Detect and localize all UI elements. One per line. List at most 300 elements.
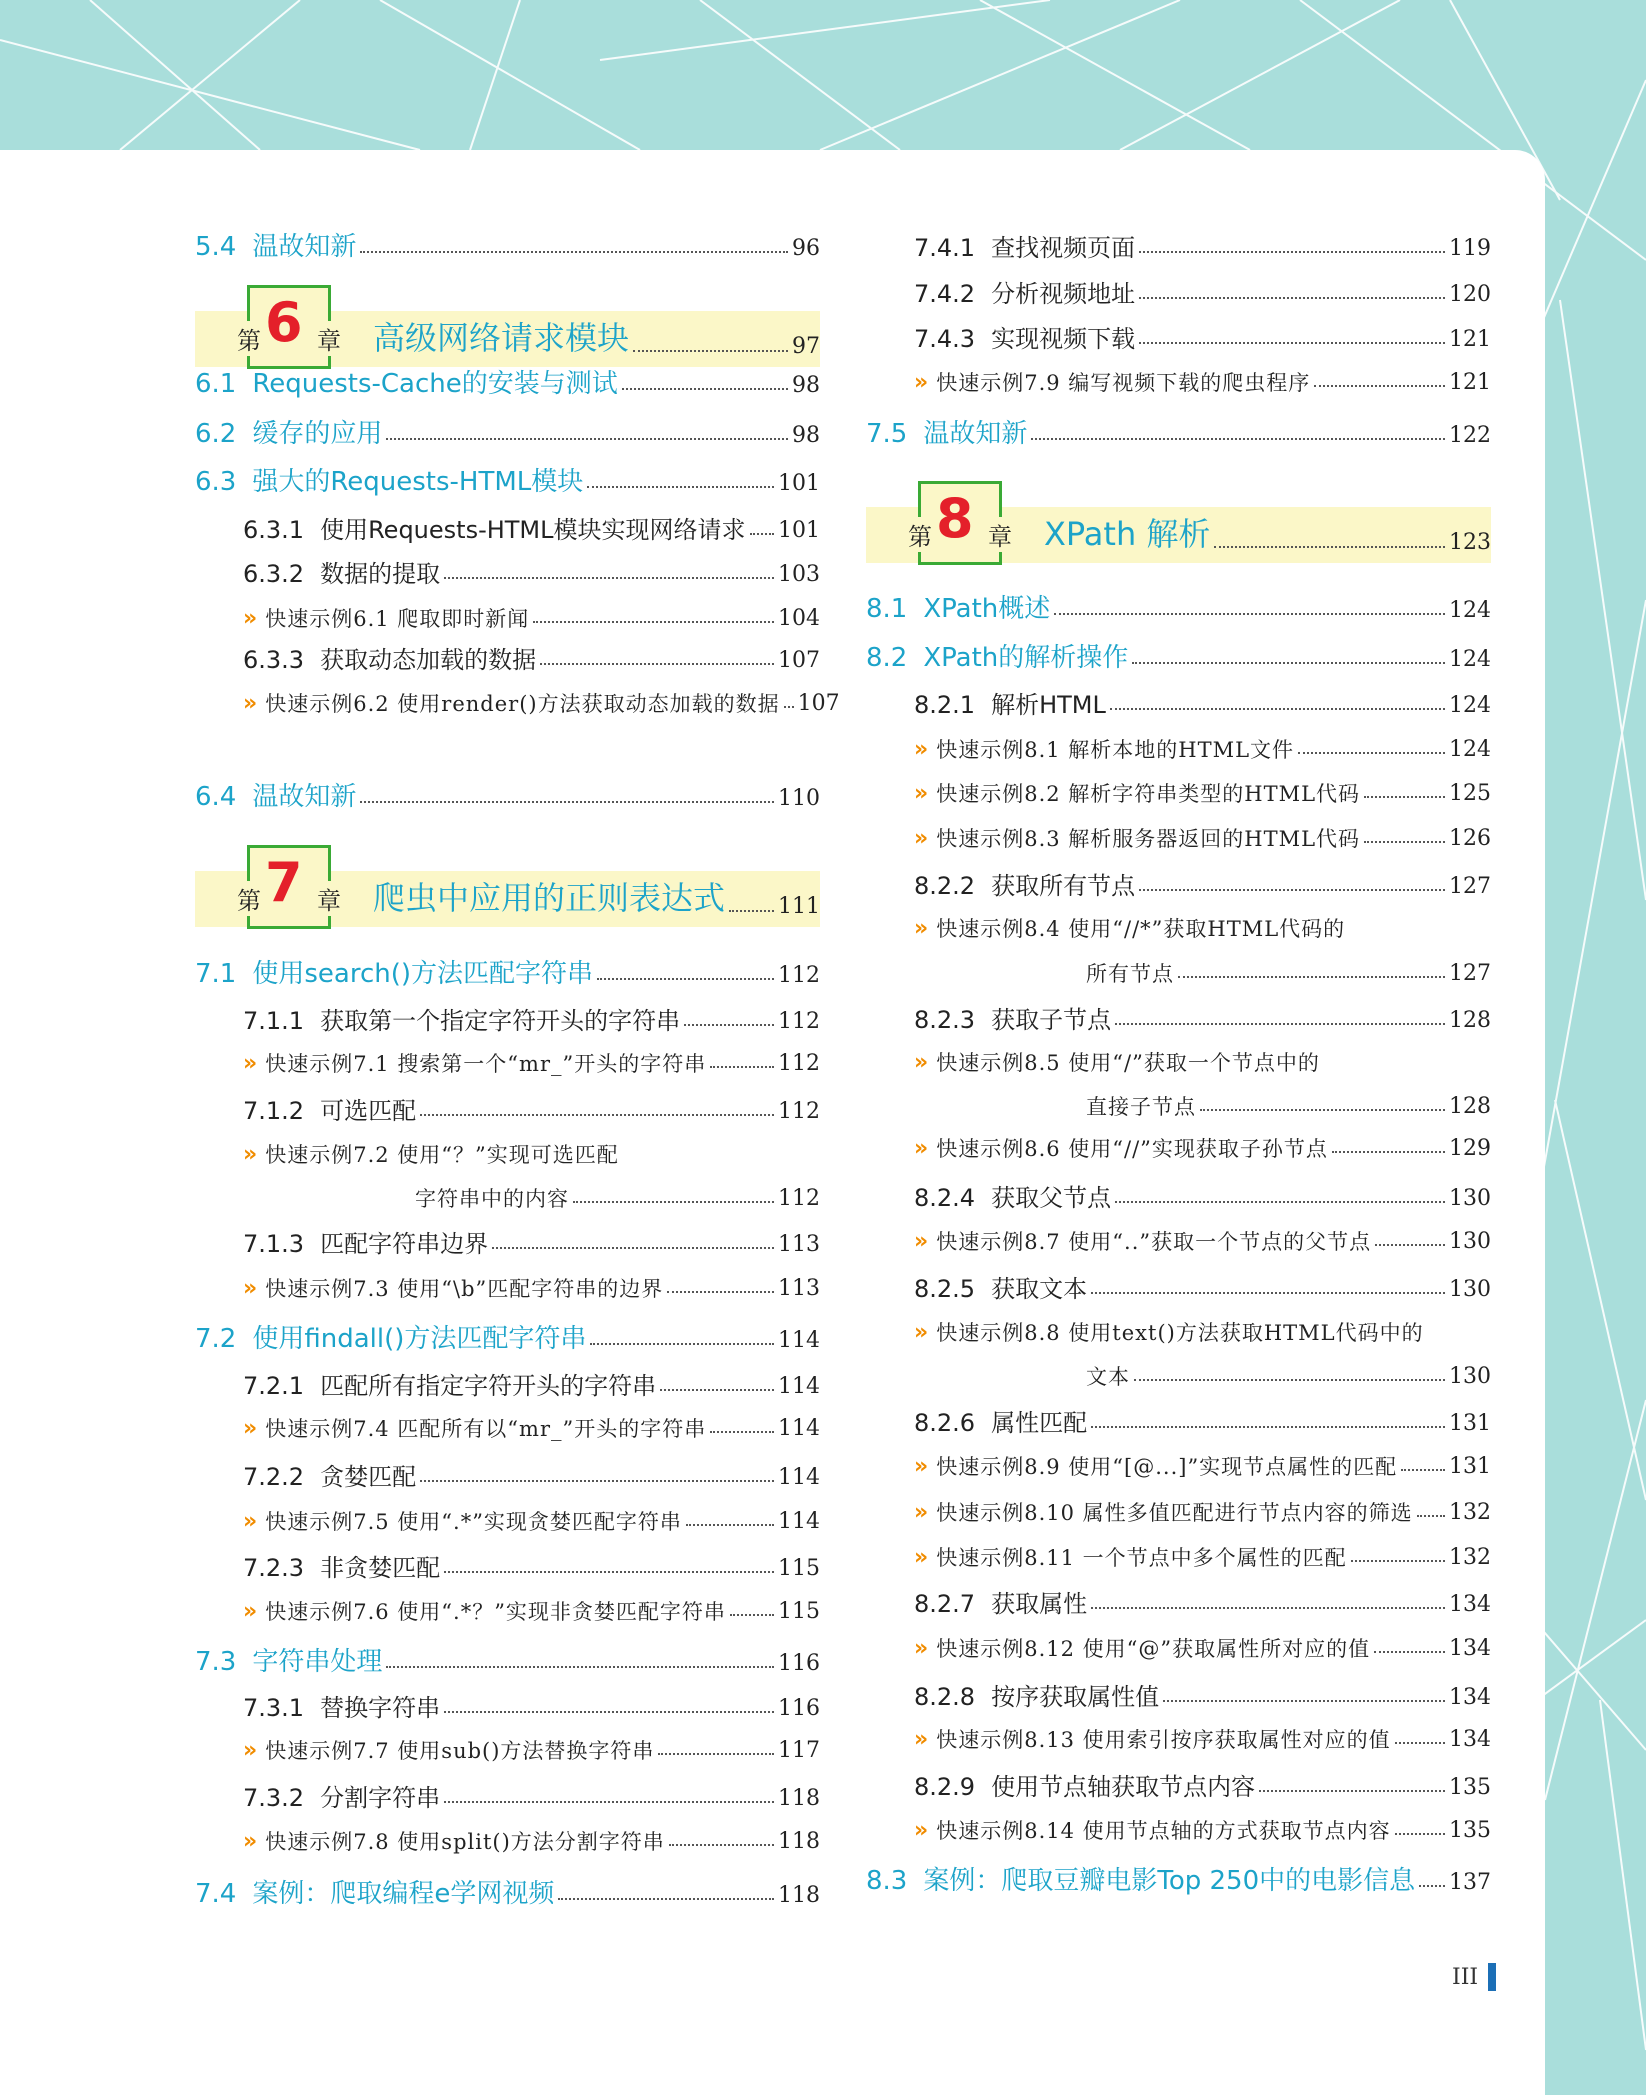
dot-leader	[1091, 1607, 1445, 1609]
toc-subsection[interactable]	[914, 311, 1491, 351]
toc-title: 查找视频页面	[991, 234, 1136, 262]
page-ref: 113	[778, 1232, 820, 1257]
toc-number: 7.4	[195, 1879, 237, 1909]
example-arrow-icon: »	[914, 1818, 929, 1843]
page-ref: 107	[778, 648, 820, 673]
page-ref: 112	[778, 1009, 820, 1034]
toc-example[interactable]	[914, 1620, 1491, 1660]
page-ref: 130	[1449, 1186, 1491, 1211]
toc-example-continued[interactable]	[1086, 1078, 1491, 1118]
toc-title: 快速示例8.7 使用“..”获取一个节点的父节点	[936, 1230, 1372, 1254]
dot-leader	[540, 663, 774, 665]
toc-section[interactable]	[866, 582, 1491, 622]
dot-leader	[1139, 251, 1445, 253]
toc-title: 快速示例7.1 搜索第一个“mr_”开头的字符串	[265, 1052, 707, 1076]
toc-example[interactable]	[914, 1802, 1491, 1842]
dot-leader	[730, 1614, 774, 1616]
dot-leader	[1139, 297, 1445, 299]
dot-leader	[1163, 1700, 1445, 1702]
toc-title: 快速示例7.9 编写视频下载的爬虫程序	[936, 371, 1311, 395]
toc-section[interactable]	[195, 407, 820, 447]
toc-title: 分割字符串	[320, 1784, 441, 1812]
dot-leader	[1115, 1201, 1445, 1203]
page-ref: 124	[1449, 647, 1491, 672]
page-ref: 104	[778, 606, 820, 631]
toc-example[interactable]	[914, 1438, 1491, 1478]
chapter-suffix: 章	[986, 517, 1014, 552]
toc-number: 7.1	[195, 959, 237, 989]
dot-leader	[1178, 976, 1445, 978]
toc-section[interactable]	[195, 1867, 820, 1907]
toc-title: 获取所有节点	[991, 872, 1136, 900]
toc-example[interactable]	[243, 1583, 820, 1623]
toc-example[interactable]	[914, 1484, 1491, 1524]
toc-example[interactable]	[243, 1813, 820, 1853]
toc-example[interactable]	[914, 1529, 1491, 1569]
toc-example[interactable]	[914, 810, 1491, 850]
dot-leader	[1259, 1790, 1445, 1792]
toc-title: 获取文本	[991, 1275, 1088, 1303]
toc-example[interactable]	[243, 1722, 820, 1762]
page-ref: 101	[778, 518, 820, 543]
page-ref: 117	[778, 1738, 820, 1763]
toc-title: 使用search()方法匹配字符串	[252, 959, 594, 989]
toc-example[interactable]	[243, 1035, 820, 1075]
page-ref: 131	[1449, 1411, 1491, 1436]
toc-title: 获取第一个指定字符开头的字符串	[320, 1007, 681, 1035]
toc-title: XPath概述	[923, 594, 1051, 624]
toc-number: 7.3.2	[243, 1784, 305, 1812]
page-ref: 134	[1449, 1727, 1491, 1752]
chapter-title-row	[373, 873, 820, 919]
toc-title: 缓存的应用	[252, 419, 383, 449]
dot-leader	[533, 621, 774, 623]
toc-title: 强大的Requests-HTML模块	[252, 467, 584, 497]
toc-title: 使用findall()方法匹配字符串	[252, 1324, 587, 1354]
toc-title: 快速示例8.11 一个节点中多个属性的匹配	[936, 1546, 1347, 1570]
page-ref: 135	[1449, 1818, 1491, 1843]
toc-number: 7.1.3	[243, 1230, 305, 1258]
page-ref: 121	[1449, 327, 1491, 352]
example-arrow-icon: »	[243, 1276, 258, 1301]
page-ref: 120	[1449, 282, 1491, 307]
dot-leader	[1110, 708, 1445, 710]
example-arrow-icon: »	[914, 1136, 929, 1161]
toc-title: 快速示例7.3 使用“\b”匹配字符串的边界	[265, 1277, 664, 1301]
toc-section[interactable]	[866, 1854, 1491, 1894]
toc-example[interactable]	[243, 1126, 820, 1166]
toc-number: 8.2.7	[914, 1590, 976, 1618]
example-arrow-icon: »	[914, 1229, 929, 1254]
toc-title: 替换字符串	[320, 1694, 441, 1722]
chapter-number: 7	[265, 851, 303, 914]
page-ref: 114	[778, 1416, 820, 1441]
page-ref: 116	[778, 1651, 820, 1676]
dot-leader	[686, 1524, 774, 1526]
toc-title: 实现视频下载	[991, 325, 1136, 353]
dot-leader	[573, 1201, 774, 1203]
toc-example[interactable]	[914, 765, 1491, 805]
dot-leader	[710, 1066, 774, 1068]
page-ref: 110	[778, 786, 820, 811]
toc-example[interactable]	[914, 354, 1491, 394]
dot-leader	[669, 1844, 774, 1846]
toc-example-continued[interactable]	[415, 1170, 820, 1210]
toc-subsection[interactable]	[914, 677, 1491, 717]
dot-leader	[444, 1711, 774, 1713]
dot-leader	[587, 486, 774, 488]
toc-number: 6.3.2	[243, 560, 305, 588]
toc-number: 6.3.1	[243, 516, 305, 544]
toc-number: 8.2.1	[914, 691, 976, 719]
toc-title: 快速示例8.3 解析服务器返回的HTML代码	[936, 827, 1361, 851]
dot-leader	[1200, 1109, 1445, 1111]
toc-subsection[interactable]	[243, 1083, 820, 1123]
toc-title: 快速示例6.1 爬取即时新闻	[265, 607, 530, 631]
toc-title: 解析HTML	[991, 691, 1106, 719]
toc-title: 快速示例8.8 使用text()方法获取HTML代码中的	[936, 1321, 1424, 1345]
page-ref: 119	[1449, 236, 1491, 261]
toc-subsection[interactable]	[243, 1770, 820, 1810]
dot-leader	[622, 388, 788, 390]
toc-section[interactable]	[866, 407, 1491, 447]
toc-subsection[interactable]	[243, 502, 820, 542]
dot-leader	[1395, 1742, 1445, 1744]
toc-example[interactable]	[914, 1034, 1491, 1074]
chapter-suffix: 章	[315, 881, 343, 916]
toc-number: 7.4.1	[914, 234, 976, 262]
toc-title: 属性匹配	[991, 1409, 1088, 1437]
chapter-header[interactable]	[195, 851, 820, 927]
toc-subsection[interactable]	[914, 1170, 1491, 1210]
dot-leader	[1364, 796, 1445, 798]
page-ref: 122	[1449, 423, 1491, 448]
example-arrow-icon: »	[914, 1545, 929, 1570]
toc-subsection[interactable]	[914, 220, 1491, 260]
toc-example[interactable]	[914, 721, 1491, 761]
example-arrow-icon: »	[914, 1320, 929, 1345]
toc-section[interactable]	[195, 1635, 820, 1675]
toc-example-continued[interactable]	[1086, 1348, 1491, 1388]
page-ref: 98	[792, 373, 820, 398]
toc-subsection[interactable]	[914, 1395, 1491, 1435]
toc-number: 8.2.6	[914, 1409, 976, 1437]
toc-example[interactable]	[914, 1711, 1491, 1751]
page-ref: 112	[778, 963, 820, 988]
dot-leader	[1031, 438, 1445, 440]
page-ref: 114	[778, 1465, 820, 1490]
toc-title: Requests-Cache的安装与测试	[252, 369, 618, 399]
dot-leader	[1401, 1469, 1445, 1471]
toc-subsection[interactable]	[243, 546, 820, 586]
page-ref: 127	[1449, 961, 1491, 986]
toc-title: 快速示例8.6 使用“//”实现获取子孙节点	[936, 1137, 1328, 1161]
toc-title: 快速示例7.8 使用split()方法分割字符串	[265, 1830, 665, 1854]
example-arrow-icon: »	[914, 370, 929, 395]
toc-title: 分析视频地址	[991, 280, 1136, 308]
page-ref: 126	[1449, 826, 1491, 851]
toc-example[interactable]	[243, 590, 820, 630]
example-arrow-icon: »	[914, 1454, 929, 1479]
toc-section[interactable]	[195, 220, 820, 260]
page-ref: 112	[778, 1186, 820, 1211]
example-arrow-icon: »	[243, 691, 258, 716]
toc-subsection[interactable]	[243, 1680, 820, 1720]
toc-subsection[interactable]	[243, 1449, 820, 1489]
chapter-prefix: 第	[235, 881, 263, 916]
dot-leader	[1091, 1292, 1445, 1294]
dot-leader	[1374, 1651, 1445, 1653]
dot-leader	[1332, 1151, 1445, 1153]
dot-leader	[1364, 841, 1445, 843]
page-ref: 132	[1449, 1545, 1491, 1570]
page-ref: 137	[1449, 1870, 1491, 1895]
dot-leader	[1351, 1560, 1445, 1562]
page-ref: 125	[1449, 781, 1491, 806]
toc-number: 8.2.2	[914, 872, 976, 900]
dot-leader	[444, 1571, 774, 1573]
page-ref: 112	[778, 1051, 820, 1076]
toc-section[interactable]	[195, 357, 820, 397]
dot-leader	[444, 577, 774, 579]
page-ref: 115	[778, 1556, 820, 1581]
toc-example[interactable]	[243, 1260, 820, 1300]
toc-title: 案例：爬取编程e学网视频	[252, 1879, 555, 1909]
toc-title: 匹配字符串边界	[320, 1230, 489, 1258]
page-ref: 97	[792, 334, 820, 359]
toc-title: 贪婪匹配	[320, 1463, 417, 1491]
page-ref: 124	[1449, 693, 1491, 718]
toc-title: 快速示例6.2 使用render()方法获取动态加载的数据	[265, 692, 780, 716]
page-ref: 130	[1449, 1229, 1491, 1254]
toc-title: 快速示例8.1 解析本地的HTML文件	[936, 738, 1295, 762]
toc-section[interactable]	[195, 947, 820, 987]
toc-number: 7.1.2	[243, 1097, 305, 1125]
dot-leader	[444, 1801, 774, 1803]
example-arrow-icon: »	[914, 916, 929, 941]
toc-title: 快速示例8.5 使用“/”获取一个节点中的	[936, 1051, 1320, 1075]
dot-leader	[660, 1389, 774, 1391]
dot-leader	[558, 1898, 774, 1900]
page-ref: 134	[1449, 1592, 1491, 1617]
dot-leader	[729, 910, 774, 912]
toc-example[interactable]	[243, 1400, 820, 1440]
dot-leader	[784, 706, 794, 708]
toc-title: 直接子节点	[1086, 1095, 1196, 1119]
page-ref: 114	[778, 1328, 820, 1353]
page-ref: 121	[1449, 370, 1491, 395]
toc-subsection[interactable]	[914, 992, 1491, 1032]
toc-number: 6.4	[195, 782, 237, 812]
page-ref: 129	[1449, 1136, 1491, 1161]
toc-title: 温故知新	[252, 782, 357, 812]
dot-leader	[684, 1024, 774, 1026]
page-ref: 130	[1449, 1277, 1491, 1302]
page-ref: 103	[778, 562, 820, 587]
dot-leader	[420, 1114, 774, 1116]
page-ref: 123	[1449, 530, 1491, 555]
toc-number: 7.3.1	[243, 1694, 305, 1722]
example-arrow-icon: »	[914, 1727, 929, 1752]
toc-number: 7.2.1	[243, 1372, 305, 1400]
chapter-title: 高级网络请求模块	[373, 319, 630, 357]
dot-leader	[750, 533, 774, 535]
page-ref: 98	[792, 423, 820, 448]
page-ref: 96	[792, 236, 820, 261]
toc-subsection[interactable]	[914, 1261, 1491, 1301]
toc-number: 7.2.3	[243, 1554, 305, 1582]
chapter-number: 8	[936, 487, 974, 550]
page-ref: 134	[1449, 1685, 1491, 1710]
example-arrow-icon: »	[914, 737, 929, 762]
toc-title: 快速示例8.9 使用“[@...]”实现节点属性的匹配	[936, 1455, 1398, 1479]
example-arrow-icon: »	[243, 1738, 258, 1763]
page-ref: 134	[1449, 1636, 1491, 1661]
dot-leader	[386, 438, 788, 440]
toc-number: 6.3	[195, 467, 237, 497]
dot-leader	[590, 1343, 774, 1345]
dot-leader	[386, 1666, 774, 1668]
dot-leader	[710, 1431, 774, 1433]
dot-leader	[420, 1480, 774, 1482]
example-arrow-icon: »	[243, 1509, 258, 1534]
toc-title: 获取动态加载的数据	[320, 646, 537, 674]
page-ref: 118	[778, 1829, 820, 1854]
toc-title: 使用Requests-HTML模块实现网络请求	[320, 516, 746, 544]
toc-section[interactable]	[195, 1312, 820, 1352]
page-number-bar	[1488, 1963, 1496, 1991]
toc-section[interactable]	[195, 770, 820, 810]
toc-title: 快速示例8.4 使用“//*”获取HTML代码的	[936, 917, 1346, 941]
toc-number: 8.1	[866, 594, 908, 624]
toc-number: 7.4.2	[914, 280, 976, 308]
dot-leader	[1314, 385, 1445, 387]
toc-example-continued[interactable]	[1086, 945, 1491, 985]
toc-number: 6.1	[195, 369, 237, 399]
chapter-number: 6	[265, 291, 303, 354]
toc-number: 7.4.3	[914, 325, 976, 353]
example-arrow-icon: »	[243, 1142, 258, 1167]
dot-leader	[1375, 1244, 1445, 1246]
toc-title: 获取属性	[991, 1590, 1088, 1618]
chapter-header[interactable]	[866, 487, 1491, 563]
page-ref: 128	[1449, 1094, 1491, 1119]
toc-title: 字符串处理	[252, 1647, 383, 1677]
dot-leader	[492, 1247, 774, 1249]
toc-title: 匹配所有指定字符开头的字符串	[320, 1372, 657, 1400]
page-ref: 130	[1449, 1364, 1491, 1389]
chapter-title-row	[373, 313, 820, 359]
example-arrow-icon: »	[914, 1500, 929, 1525]
toc-example[interactable]	[914, 1213, 1491, 1253]
page-ref: 107	[797, 691, 840, 716]
toc-title: 快速示例7.2 使用“？”实现可选匹配	[265, 1143, 619, 1167]
dot-leader	[1395, 1833, 1445, 1835]
chapter-prefix: 第	[235, 321, 263, 356]
example-arrow-icon: »	[243, 1051, 258, 1076]
toc-title: 快速示例7.6 使用“.*？”实现非贪婪匹配字符串	[265, 1600, 726, 1624]
chapter-suffix: 章	[315, 321, 343, 356]
toc-title: 快速示例7.5 使用“.*”实现贪婪匹配字符串	[265, 1510, 682, 1534]
example-arrow-icon: »	[914, 1636, 929, 1661]
toc-example[interactable]	[914, 1304, 1491, 1344]
dot-leader	[1298, 752, 1445, 754]
toc-title: 使用节点轴获取节点内容	[991, 1773, 1256, 1801]
chapter-title: 爬虫中应用的正则表达式	[373, 879, 726, 917]
dot-leader	[1139, 889, 1445, 891]
example-arrow-icon: »	[243, 606, 258, 631]
toc-example[interactable]	[914, 1120, 1491, 1160]
dot-leader	[1115, 1023, 1445, 1025]
page-ref: 111	[778, 894, 820, 919]
toc-title: 温故知新	[923, 419, 1028, 449]
example-arrow-icon: »	[914, 781, 929, 806]
example-arrow-icon: »	[243, 1829, 258, 1854]
toc-title: 按序获取属性值	[991, 1683, 1160, 1711]
page-ref: 127	[1449, 874, 1491, 899]
toc-number: 8.3	[866, 1866, 908, 1896]
toc-title: 快速示例8.13 使用索引按序获取属性对应的值	[936, 1728, 1391, 1752]
toc-title: 案例：爬取豆瓣电影Top 250中的电影信息	[923, 1866, 1416, 1896]
toc-number: 7.5	[866, 419, 908, 449]
toc-subsection[interactable]	[914, 1576, 1491, 1616]
toc-subsection[interactable]	[243, 632, 820, 672]
example-arrow-icon: »	[243, 1599, 258, 1624]
toc-number: 8.2.5	[914, 1275, 976, 1303]
toc-number: 8.2.9	[914, 1773, 976, 1801]
dot-leader	[1054, 613, 1445, 615]
example-arrow-icon: »	[914, 826, 929, 851]
toc-title: 温故知新	[252, 232, 357, 262]
toc-title: 快速示例8.12 使用“@”获取属性所对应的值	[936, 1637, 1371, 1661]
toc-section[interactable]	[195, 455, 820, 495]
dot-leader	[1139, 342, 1445, 344]
toc-number: 6.2	[195, 419, 237, 449]
toc-subsection[interactable]	[243, 1540, 820, 1580]
page-ref: 131	[1449, 1454, 1491, 1479]
toc-number: 7.2	[195, 1324, 237, 1354]
toc-number: 5.4	[195, 232, 237, 262]
toc-number: 8.2.8	[914, 1683, 976, 1711]
toc-subsection[interactable]	[914, 1669, 1491, 1709]
dot-leader	[360, 251, 788, 253]
toc-subsection[interactable]	[914, 858, 1491, 898]
toc-section[interactable]	[866, 631, 1491, 671]
example-arrow-icon: »	[914, 1050, 929, 1075]
dot-leader	[597, 978, 774, 980]
page-ref: 118	[778, 1883, 820, 1908]
toc-subsection[interactable]	[243, 993, 820, 1033]
toc-example[interactable]	[914, 900, 1491, 940]
toc-title: 字符串中的内容	[415, 1187, 569, 1211]
toc-example[interactable]	[243, 1493, 820, 1533]
toc-subsection[interactable]	[243, 1216, 820, 1256]
toc-subsection[interactable]	[914, 266, 1491, 306]
dot-leader	[1132, 662, 1445, 664]
toc-subsection[interactable]	[243, 1358, 820, 1398]
toc-example[interactable]	[243, 675, 840, 716]
page-ref: 113	[778, 1276, 820, 1301]
toc-title: 所有节点	[1086, 962, 1174, 986]
toc-number: 7.2.2	[243, 1463, 305, 1491]
toc-subsection[interactable]	[914, 1759, 1491, 1799]
toc-title: 快速示例8.14 使用节点轴的方式获取节点内容	[936, 1819, 1391, 1843]
toc-title: 快速示例8.2 解析字符串类型的HTML代码	[936, 782, 1361, 806]
page-ref: 135	[1449, 1775, 1491, 1800]
page-ref: 114	[778, 1509, 820, 1534]
chapter-prefix: 第	[906, 517, 934, 552]
chapter-title-row	[1044, 509, 1491, 555]
